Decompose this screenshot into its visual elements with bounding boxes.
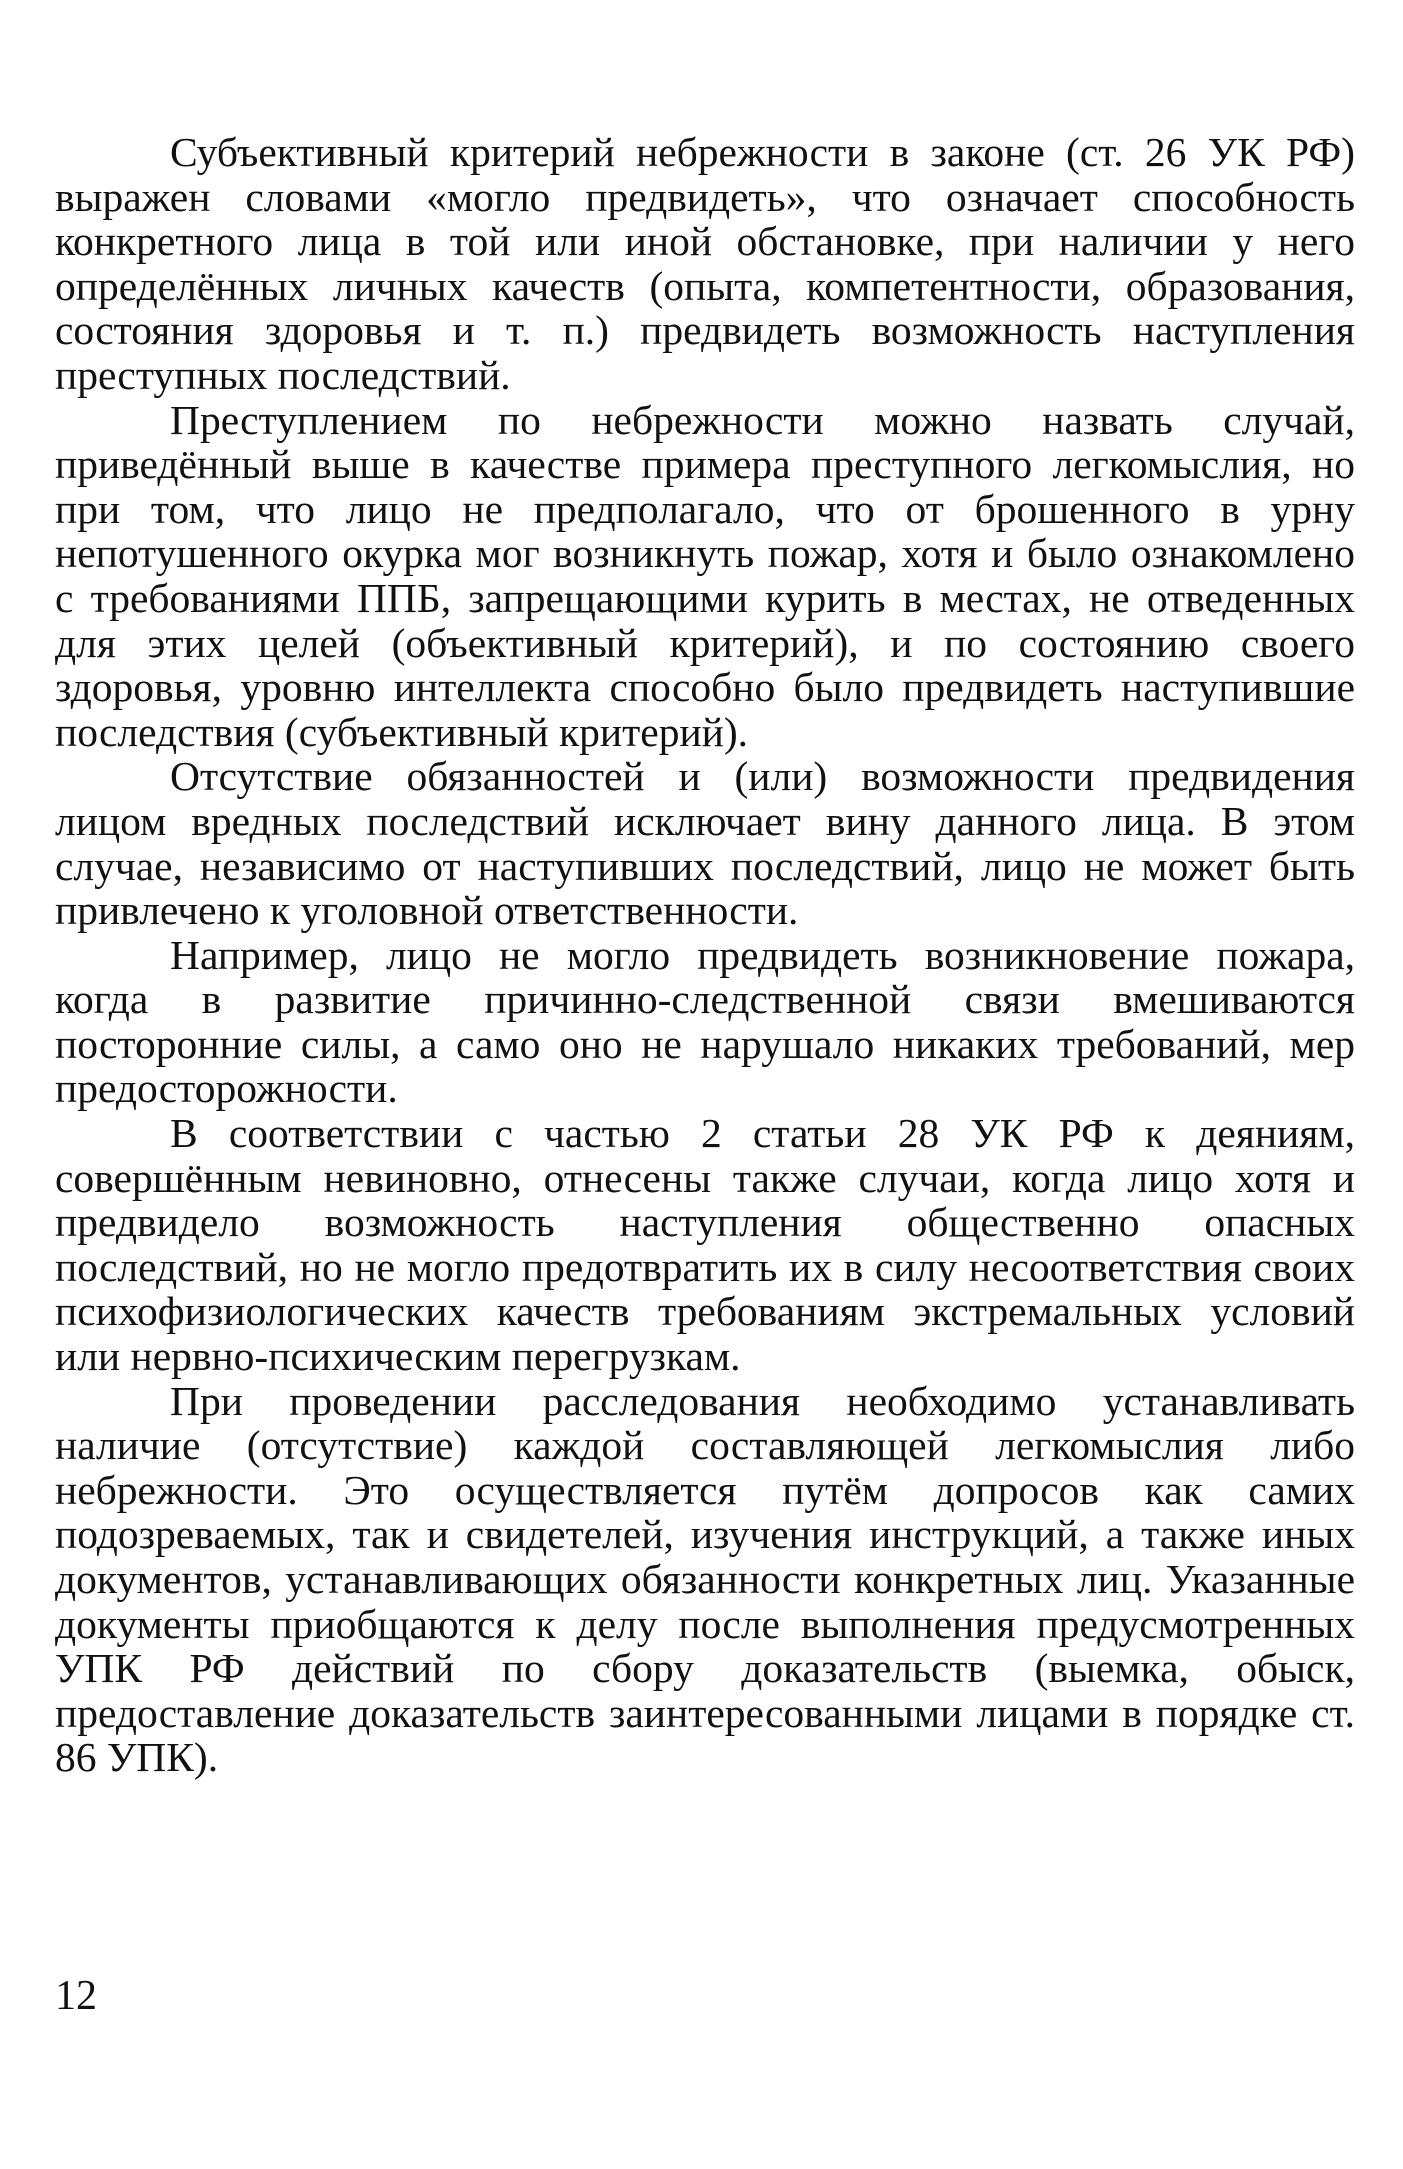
page-number: 12 bbox=[55, 1973, 97, 2019]
paragraph-5: В соответствии с частью 2 статьи 28 УК РФ к деяниям, совершённым невиновно, отнесены также случаи, когда лицо хотя и предвидело возможность наступления общественно опасных последствий, но не могло предотвратить их в силу несоответствия своих психофизиологических качеств требованиям экстремальных условий или нервно-психическим перегрузкам. bbox=[55, 1110, 1355, 1380]
paragraph-6: При проведении расследования необходимо устанавливать наличие (отсутствие) каждой составляющей легкомыслия либо небрежности. Это осуществляется путём допросов как самих подозреваемых, так и свидетелей, изучения инструкций, а также иных документов, устанавливающих обязанности конкретных лиц. Указанные документы приобщаются к делу после выполнения предусмотренных УПК РФ действий по сбору доказательств (выемка, обыск, предоставление доказательств заинтересованными лицами в порядке ст. 86 УПК). bbox=[55, 1377, 1355, 1781]
paragraph-4: Например, лицо не могло предвидеть возникновение пожара, когда в развитие причинно-следственной связи вмешиваются посторонние силы, а само оно не нарушало никаких требований, мер предосторожности. bbox=[55, 931, 1355, 1112]
paragraph-3: Отсутствие обязанностей и (или) возможности предвидения лицом вредных последствий исключает вину данного лица. В этом случае, независимо от наступивших последствий, лицо не может быть привлечено к уголовной ответственности. bbox=[55, 753, 1355, 934]
paragraph-2: Преступлением по небрежности можно назвать случай, приведённый выше в качестве примера преступного легкомыслия, но при том, что лицо не предполагало, что от брошенного в урну непотушенного окурка мог возникнуть пожар, хотя и было ознакомлено с требованиями ППБ, запрещающими курить в местах, не отведенных для этих целей (объективный критерий), и по состоянию своего здоровья, уровню интеллекта способно было предвидеть наступившие последствия (субъективный критерий). bbox=[55, 396, 1355, 755]
body-text bbox=[55, 130, 1355, 1780]
paragraph-1: Субъективный критерий небрежности в законе (ст. 26 УК РФ) выражен словами «могло предвидеть», что означает способность конкретного лица в той или иной обстановке, при наличии у него определённых личных качеств (опыта, компетентности, образования, состояния здоровья и т. п.) предвидеть возможность наступления преступных последствий. bbox=[55, 129, 1355, 398]
